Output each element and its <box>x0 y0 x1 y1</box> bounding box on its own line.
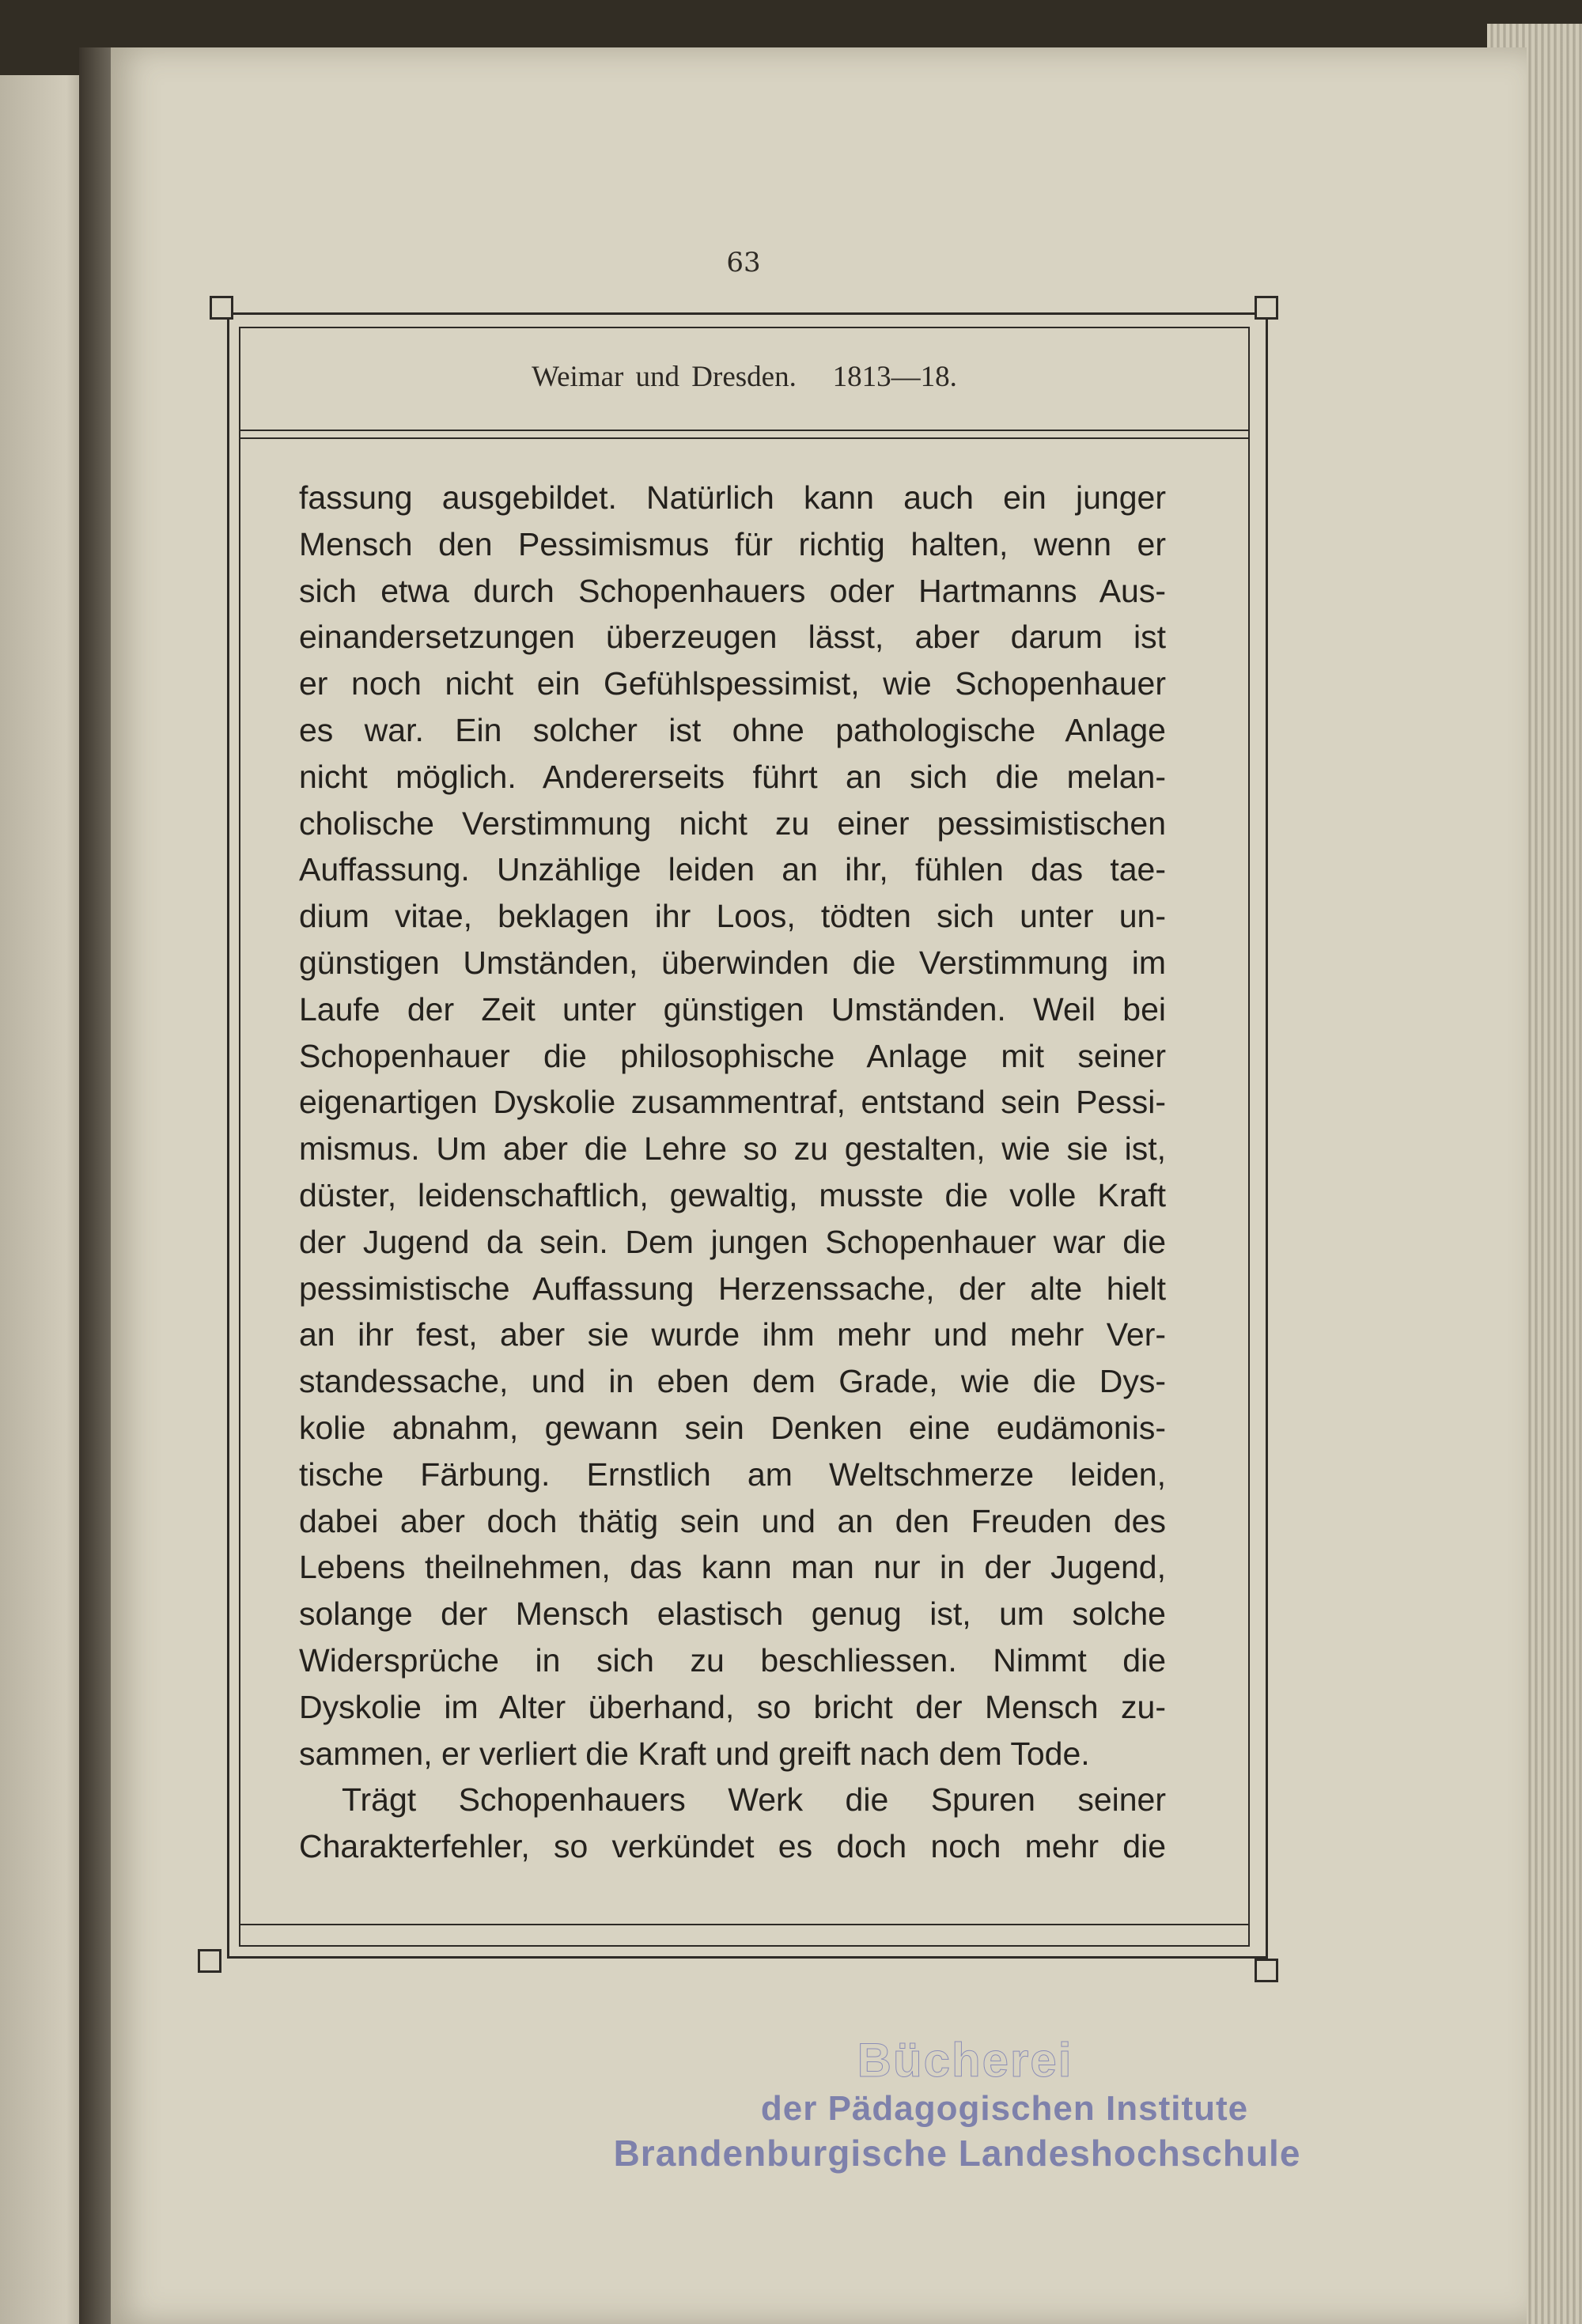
text-line: an ihr fest, aber sie wurde ihm mehr und mehr Ver- <box>299 1316 1166 1353</box>
text-line: nicht möglich. Andererseits führt an sich die melan- <box>299 758 1166 795</box>
text-line: Auffassung. Unzählige leiden an ihr, fühlen das tae- <box>299 851 1166 888</box>
text-line: Lebens theilnehmen, das kann man nur in der Jugend, <box>299 1549 1166 1586</box>
frame-corner-bottom-right <box>1255 1959 1278 1982</box>
text-line: eigenartigen Dyskolie zusammentraf, entstand sein Pessi- <box>299 1084 1166 1121</box>
page-number: 63 <box>726 247 761 278</box>
text-line: mismus. Um aber die Lehre so zu gestalten, wie sie ist, <box>299 1130 1166 1168</box>
text-line: fassung ausgebildet. Natürlich kann auch ein junger <box>299 479 1166 516</box>
stamp-line-1: Bücherei <box>857 2034 1073 2087</box>
bottom-rule <box>239 1924 1250 1925</box>
frame-corner-top-left <box>210 296 233 320</box>
text-line: standessache, und in eben dem Grade, wie die Dys- <box>299 1363 1166 1400</box>
text-line: Schopenhauer die philosophische Anlage mit seiner <box>299 1037 1166 1074</box>
text-line: es war. Ein solcher ist ohne pathologische Anlage <box>299 711 1166 748</box>
text-line: dium vitae, beklagen ihr Loos, tödten sich unter un- <box>299 898 1166 935</box>
stamp-line-3: Brandenburgische Landeshochschule <box>613 2133 1301 2174</box>
text-line: dabei aber doch thätig sein und an den Freuden des <box>299 1502 1166 1539</box>
frame-corner-top-right <box>1255 296 1278 320</box>
frame-corner-bottom-left <box>198 1949 221 1973</box>
library-stamp <box>570 2033 1345 2174</box>
text-line: er noch nicht ein Gefühlspessimist, wie Schopenhauer <box>299 665 1166 702</box>
text-line: solange der Mensch elastisch genug ist, um solche <box>299 1595 1166 1633</box>
text-line: sammen, er verliert die Kraft und greift nach dem Tode. <box>299 1735 1090 1772</box>
spine-shadow <box>79 47 111 2324</box>
text-line: Laufe der Zeit unter günstigen Umständen. Weil bei <box>299 990 1166 1028</box>
header-rule-double <box>239 437 1250 439</box>
header-rule <box>239 430 1250 431</box>
text-line: der Jugend da sein. Dem jungen Schopenhauer war die <box>299 1223 1166 1260</box>
text-line: Trägt Schopenhauers Werk die Spuren seiner <box>342 1781 1166 1819</box>
text-line: Charakterfehler, so verkündet es doch noch mehr die <box>299 1828 1166 1865</box>
stamp-line-2: der Pädagogischen Institute <box>760 2089 1249 2128</box>
text-line: Dyskolie im Alter überhand, so bricht der Mensch zu- <box>299 1688 1166 1725</box>
text-line: pessimistische Auffassung Herzenssache, der alte hielt <box>299 1270 1166 1307</box>
running-head: Weimar und Dresden. 1813—18. <box>532 361 957 393</box>
text-line: Widersprüche in sich zu beschliessen. Nimmt die <box>299 1641 1166 1679</box>
text-line: einandersetzungen überzeugen lässt, aber darum ist <box>299 619 1166 656</box>
text-line: düster, leidenschaftlich, gewaltig, musste die volle Kraft <box>299 1176 1166 1213</box>
body-text <box>299 475 1166 1870</box>
text-line: Mensch den Pessimismus für richtig halten, wenn er <box>299 525 1166 562</box>
text-line: sich etwa durch Schopenhauers oder Hartmanns Aus- <box>299 572 1166 609</box>
text-line: tische Färbung. Ernstlich am Weltschmerze leiden, <box>299 1455 1166 1493</box>
text-line: kolie abnahm, gewann sein Denken eine eudämonis- <box>299 1409 1166 1446</box>
text-line: cholische Verstimmung nicht zu einer pessimistischen <box>299 804 1166 842</box>
text-line: günstigen Umständen, überwinden die Verstimmung im <box>299 944 1166 981</box>
